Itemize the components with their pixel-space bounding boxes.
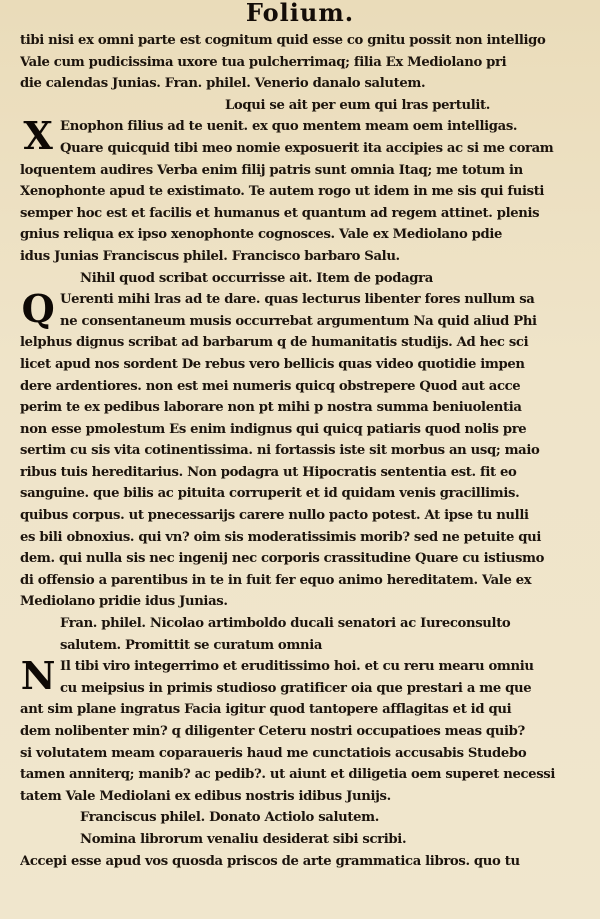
text-line: Mediolano pridie idus Junias.: [20, 594, 228, 610]
text-line: Il tibi viro integerrimo et eruditissimo hoi. et cu reru mearu omniu: [60, 659, 534, 675]
text-line: dem nolibenter min? q diligenter Ceteru nostri occupatioes meas quib?: [20, 724, 525, 739]
text-line: di offensio a parentibus in te in fuit fer equo animo hereditatem. Vale ex: [20, 572, 532, 588]
text-line: Loqui se ait per eum qui lras pertulit.: [225, 97, 491, 113]
text-line: perim te ex pedibus laborare non pt mihi p nostra summa beniuolentia: [20, 400, 522, 416]
text-line: tatem Vale Mediolani ex edibus nostris idibus Junijs.: [20, 788, 391, 804]
text-line: cu meipsius in primis studioso gratificer oia que prestari a me que: [60, 680, 532, 696]
text-line: si volutatem meam coparaueris haud me cunctatiois accusabis Studebo: [20, 745, 527, 761]
text-line: Franciscus philel. Donato Actiolo salutem.: [80, 810, 380, 826]
text-line: salutem. Promittit se curatum omnia: [60, 637, 323, 653]
text-line: dem. qui nulla sis nec ingenij nec corporis crassitudine Quare cu istiusmo: [20, 551, 545, 567]
text-line: loquentem audires Verba enim filij patris sunt omnia Itaq; me totum in: [20, 162, 523, 178]
text-line: tamen anniterq; manib? ac pedib?. ut aiunt et diligetia oem superet necessi: [20, 767, 556, 783]
page-headline: Folium.: [245, 0, 355, 27]
text-line: sertim cu sis vita cotinentissima. ni fortassis iste sit morbus an usq; maio: [20, 443, 540, 459]
text-line: Accepi esse apud vos quosda priscos de arte grammatica libros. quo tu: [20, 853, 520, 869]
text-line: Fran. philel. Nicolao artimboldo ducali senatori ac Iureconsulto: [60, 616, 511, 632]
text-line: gnius reliqua ex ipso xenophonte cognosces. Vale ex Mediolano pdie: [20, 227, 503, 243]
text-line: sanguine. que bilis ac pituita corruperit et id quidam venis gracillimis.: [20, 486, 520, 502]
decorated-initial: Q: [21, 286, 55, 332]
text-line: Vale cum pudicissima uxore tua pulcherrimaq; filia Ex Mediolano pri: [20, 54, 507, 70]
text-line: non esse pmolestum Es enim indignus qui quicq patiaris quod nolis pre: [20, 421, 527, 437]
body-text: [20, 30, 580, 872]
text-line: quibus corpus. ut pnecessarijs carere nullo pacto potest. At ipse tu nulli: [20, 508, 529, 524]
text-line: ribus tuis hereditarius. Non podagra ut Hipocratis sententia est. fit eo: [20, 464, 517, 480]
decorated-initial: X: [23, 113, 53, 159]
text-line: es bili obnoxius. qui vn? oim sis moderatissimis morib? sed ne petuite qui: [20, 529, 542, 545]
text-line: Uerenti mihi lras ad te dare. quas lecturus libenter fores nullum sa: [60, 292, 535, 308]
text-line: licet apud nos sordent De rebus vero bellicis quas video quotidie impen: [20, 356, 525, 372]
text-line: die calendas Junias. Fran. philel. Venerio danalo salutem.: [20, 76, 426, 92]
text-line: ne consentaneum musis occurrebat argumentum Na quid aliud Phi: [60, 313, 537, 329]
text-line: Xenophonte apud te existimato. Te autem rogo ut idem in me sis qui fuisti: [20, 184, 545, 200]
text-line: lelphus dignus scribat ad barbarum q de humanitatis studijs. Ad hec sci: [20, 335, 529, 351]
text-line: semper hoc est et facilis et humanus et quantum ad regem attinet. plenis: [20, 205, 540, 221]
text-line: dere ardentiores. non est mei numeris quicq obstrepere Quod aut acce: [20, 378, 521, 394]
text-line: tibi nisi ex omni parte est cognitum quid esse co gnitu possit non intelligo: [20, 33, 546, 48]
text-line: Nomina librorum venaliu desiderat sibi scribi.: [80, 831, 407, 847]
text-line: ant sim plane ingratus Facia igitur quod tantopere afflagitas et id qui: [20, 702, 512, 718]
text-line: idus Junias Franciscus philel. Francisco barbaro Salu.: [20, 248, 400, 264]
text-line: Quare quicquid tibi meo nomie exposuerit ita accipies ac si me coram: [60, 140, 554, 156]
text-line: Enophon filius ad te uenit. ex quo mentem meam oem intelligas.: [60, 119, 518, 135]
decorated-initial: N: [20, 653, 56, 699]
text-line: Nihil quod scribat occurrisse ait. Item de podagra: [80, 270, 433, 286]
